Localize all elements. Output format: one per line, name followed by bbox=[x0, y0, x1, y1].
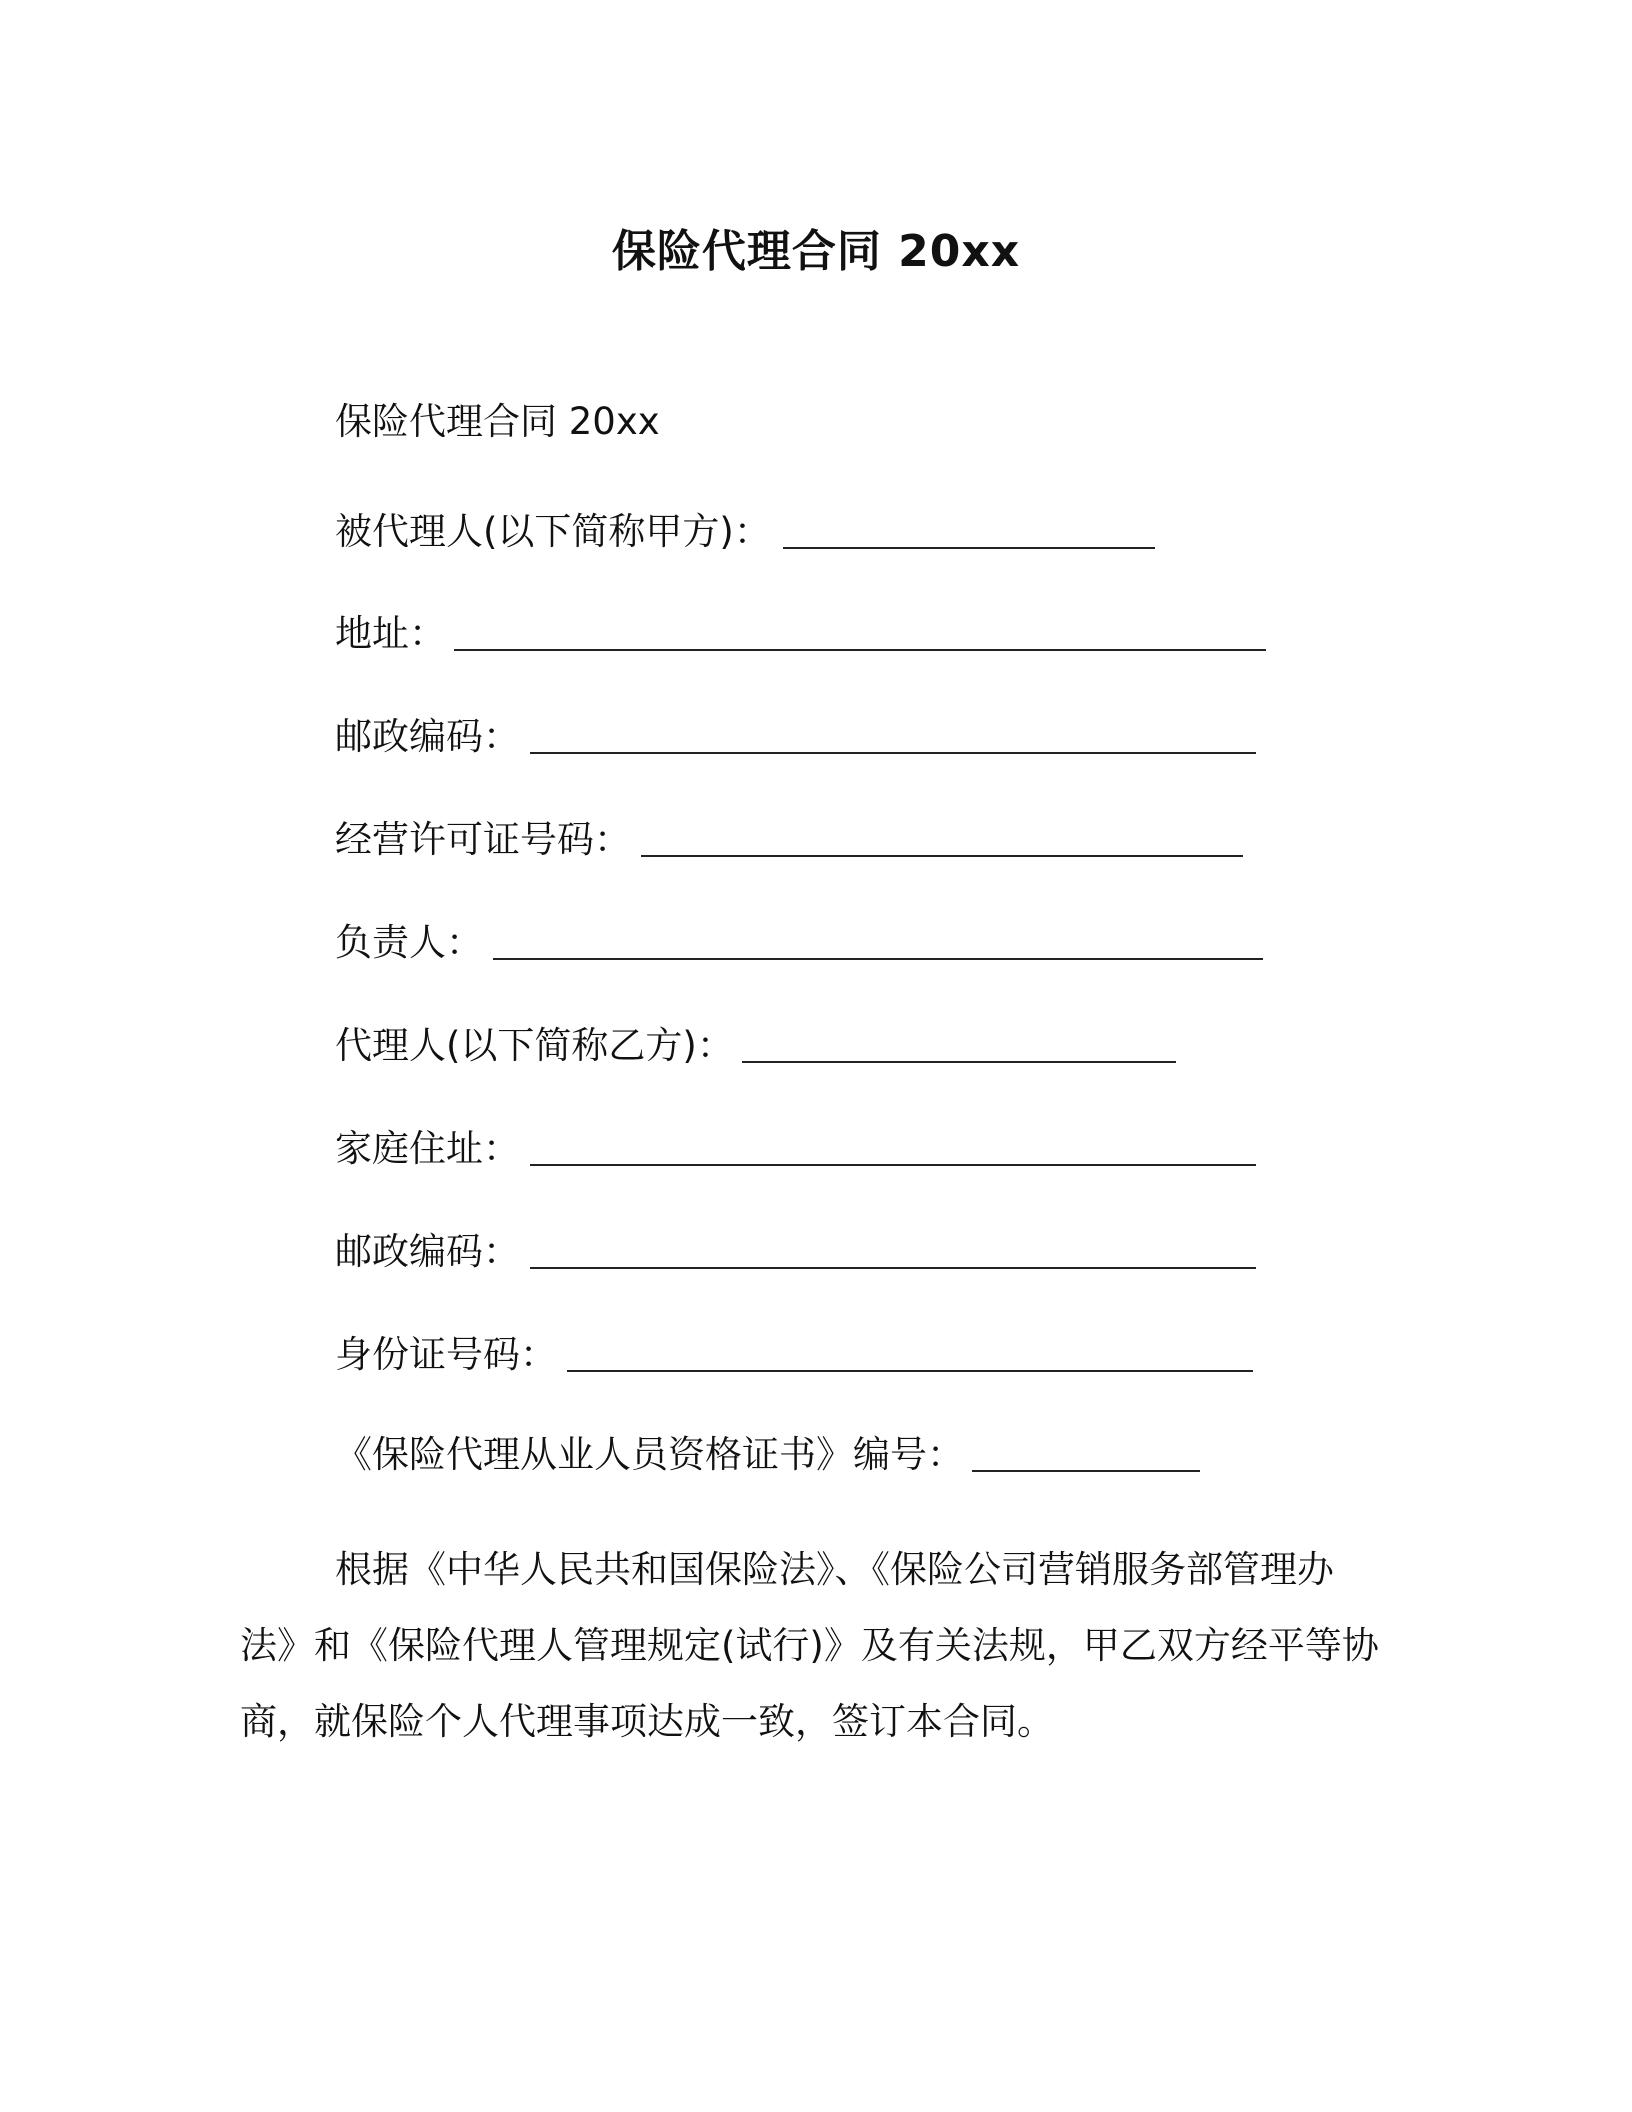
field-postcode-b bbox=[335, 1227, 1256, 1277]
field-label: 负责人： bbox=[335, 921, 483, 964]
blank-line bbox=[530, 1267, 1256, 1269]
field-label: 家庭住址： bbox=[335, 1127, 520, 1170]
paragraph-line: 根据《中华人民共和国保险法》、《保险公司营销服务部管理办 bbox=[335, 1548, 1334, 1591]
document-title: 保险代理合同 20xx bbox=[611, 226, 1021, 277]
contract-heading: 保险代理合同 20xx bbox=[335, 400, 660, 443]
blank-line bbox=[530, 1164, 1256, 1166]
field-label: 《保险代理从业人员资格证书》编号： bbox=[335, 1433, 964, 1476]
intro-paragraph bbox=[240, 1532, 1380, 1760]
field-label: 邮政编码： bbox=[335, 1230, 520, 1273]
field-label: 身份证号码： bbox=[335, 1333, 557, 1376]
field-home-address bbox=[335, 1124, 1256, 1174]
field-label: 经营许可证号码： bbox=[335, 818, 631, 861]
blank-line bbox=[742, 1061, 1176, 1063]
paragraph-line: 商，就保险个人代理事项达成一致，签订本合同。 bbox=[240, 1700, 1054, 1743]
blank-line bbox=[783, 547, 1155, 549]
field-person-in-charge bbox=[335, 918, 1263, 968]
blank-line bbox=[493, 958, 1263, 960]
blank-line bbox=[972, 1470, 1200, 1472]
field-agent bbox=[335, 1021, 1176, 1071]
field-label: 地址： bbox=[335, 612, 446, 655]
blank-line bbox=[454, 649, 1266, 651]
field-id-number bbox=[335, 1330, 1253, 1380]
field-label: 代理人(以下简称乙方)： bbox=[335, 1024, 734, 1067]
field-license-number bbox=[335, 815, 1243, 865]
blank-line bbox=[567, 1370, 1253, 1372]
blank-line bbox=[641, 855, 1243, 857]
field-label: 被代理人(以下简称甲方)： bbox=[335, 510, 771, 553]
paragraph-line: 法》和《保险代理人管理规定(试行)》及有关法规，甲乙双方经平等协 bbox=[240, 1624, 1379, 1667]
field-address bbox=[335, 609, 1266, 659]
field-postcode-a bbox=[335, 712, 1256, 762]
field-label: 邮政编码： bbox=[335, 715, 520, 758]
field-principal bbox=[335, 507, 1155, 557]
field-certificate-number bbox=[335, 1430, 1200, 1480]
blank-line bbox=[530, 752, 1256, 754]
